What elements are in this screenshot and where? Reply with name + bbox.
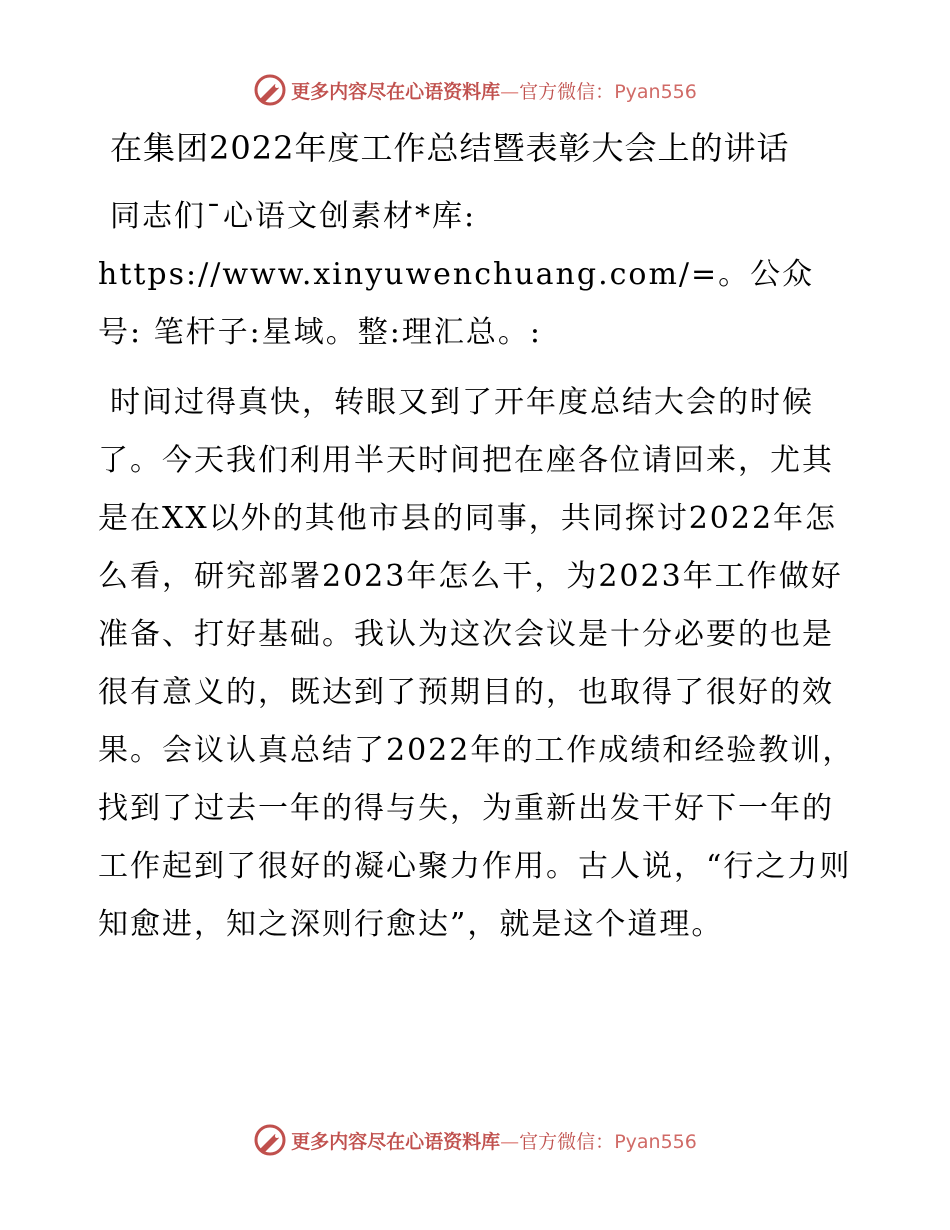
pen-nib-logo-icon <box>253 73 287 107</box>
banner-text <box>291 1127 697 1154</box>
header-banner <box>0 70 950 110</box>
document-title: 在集团2022年度工作总结暨表彰大会上的讲话 <box>110 129 790 167</box>
banner-wechat-label: 官方微信： <box>519 1130 615 1153</box>
banner-dash: — <box>500 80 520 103</box>
banner-main-text: 更多内容尽在心语资料库 <box>291 80 501 103</box>
paragraph: 同志们¯心语文创素材*库: https://www.xinyuwenchuang.com/=。公众号: 笔杆子:星域。整:理汇总。: <box>98 199 815 350</box>
banner-text <box>291 77 697 104</box>
paragraph: 时间过得真快，转眼又到了开年度总结大会的时候了。今天我们利用半天时间把在座各位请回来，尤其是在XX以外的其他市县的同事，共同探讨2022年怎么看，研究部署2023年怎么干，为2023年工作做好准备、打好基础。我认为这次会议是十分必要的也是很有意义的，既达到了预期目的，也取得了很好的效果。会议认真总结了2022年的工作成绩和经验教训，找到了过去一年的得与失，为重新出发干好下一年的工作起到了很好的凝心聚力作用。古人说，“行之力则知愈进，知之深则行愈达”，就是这个道理。 <box>98 385 855 942</box>
banner-account: Pyan556 <box>614 1130 697 1153</box>
pen-nib-logo-icon <box>253 1123 287 1157</box>
footer-banner <box>0 1120 950 1160</box>
banner-dash: — <box>500 1130 520 1153</box>
banner-main-text: 更多内容尽在心语资料库 <box>291 1130 501 1153</box>
banner-wechat-label: 官方微信： <box>519 80 615 103</box>
document-body <box>98 126 858 966</box>
banner-account: Pyan556 <box>614 80 697 103</box>
